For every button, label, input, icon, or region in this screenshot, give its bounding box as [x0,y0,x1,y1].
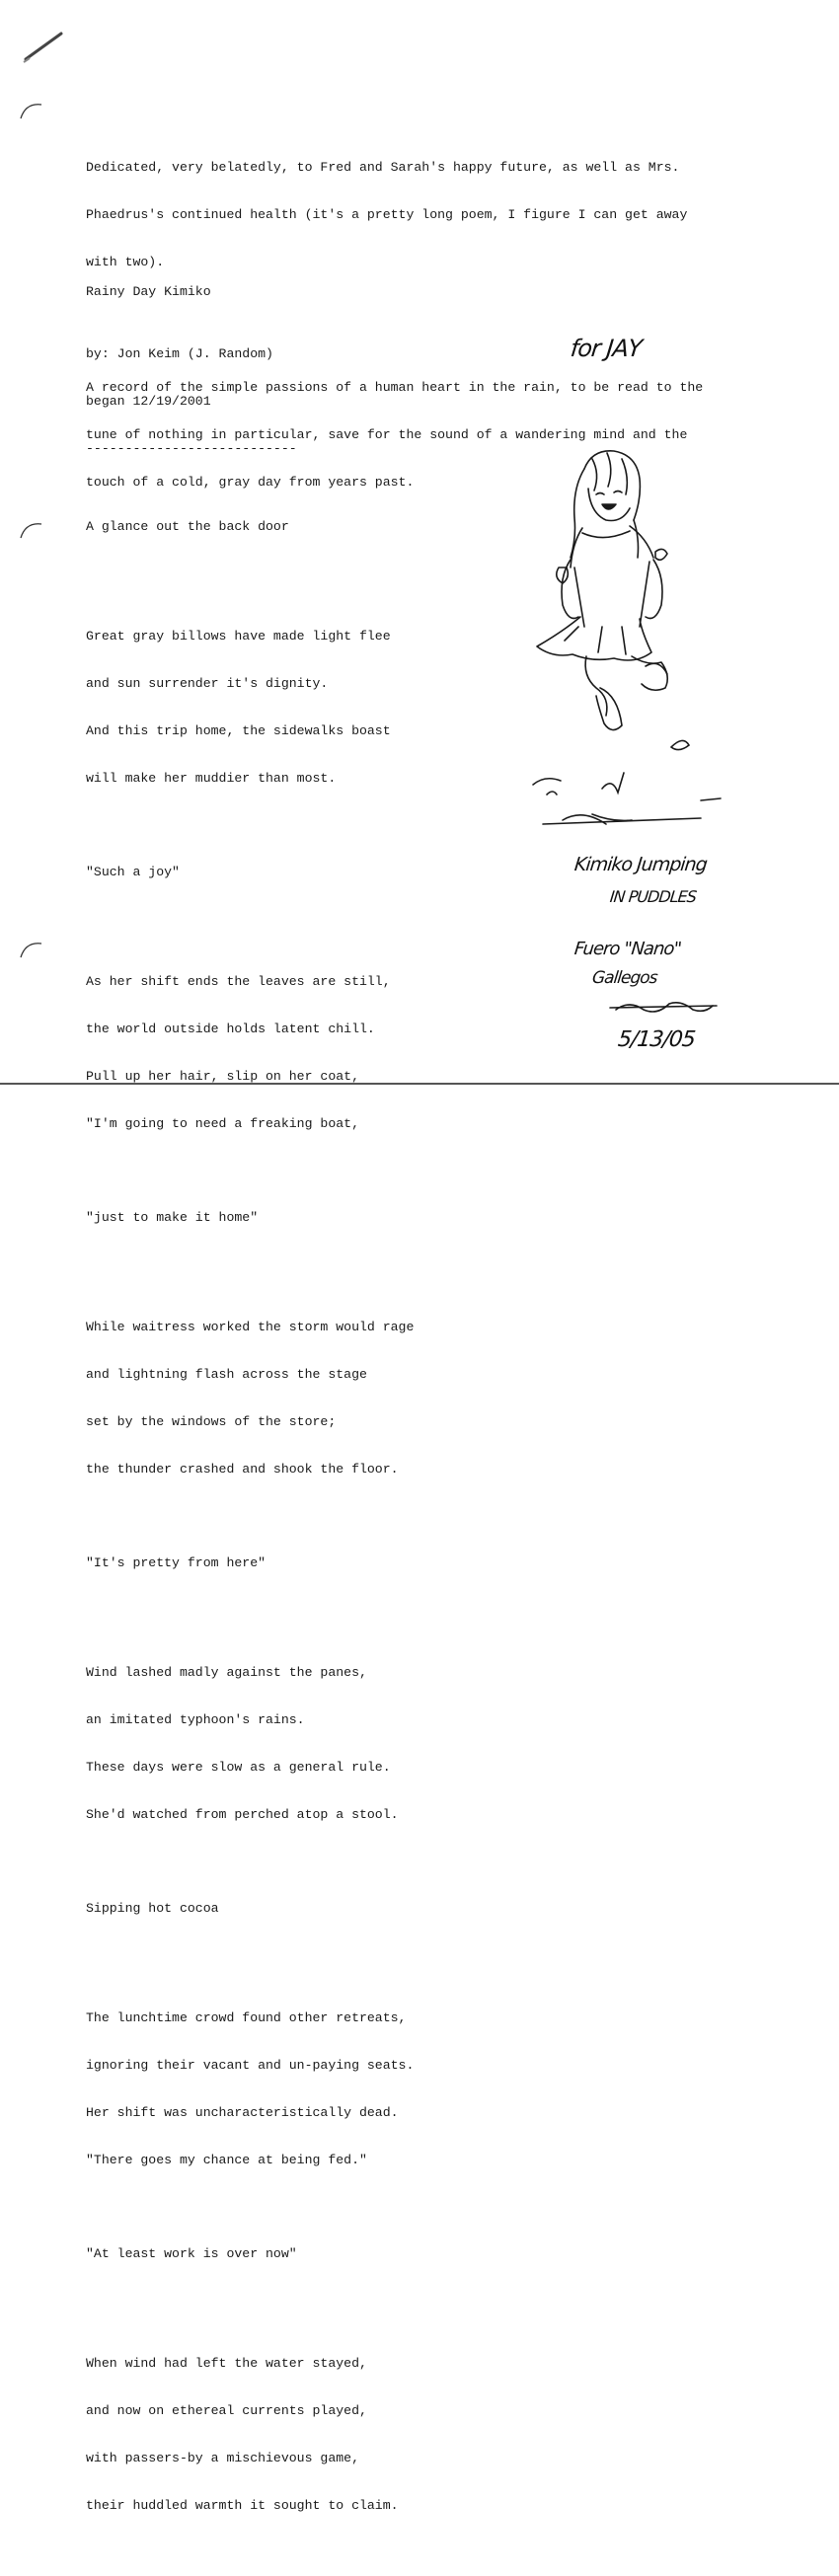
artist-name-handwriting-line-1: Fuero "Nano" [572,939,682,959]
text-line: tune of nothing in particular, save for the sound of a wandering mind and the [86,427,688,442]
stanza-2 [86,943,414,1164]
stanza-4 [86,1633,414,1855]
stanza-3 [86,1288,414,1509]
caption-handwriting-line-2: IN PUDDLES [609,887,697,906]
dedication-handwriting: for JAY [569,335,644,362]
stanza-1 [86,597,414,818]
poem-section [86,253,414,2576]
text-line: Dedicated, very belatedly, to Fred and Sarah's happy future, as well as Mrs. [86,160,680,175]
verse-line: "I'm going to need a freaking boat, [86,1116,359,1131]
text-line: with two). [86,255,165,269]
refrain-3: "It's pretty from here" [86,1555,267,1570]
verse-line: and sun surrender it's dignity. [86,676,329,691]
verse-line: Pull up her hair, slip on her coat, [86,1069,359,1084]
poem-opening-line: A glance out the back door [86,519,289,534]
poem-divider: --------------------------- [86,441,297,456]
verse-line: When wind had left the water stayed, [86,2356,367,2371]
artist-name-handwriting-line-2: Gallegos [590,968,658,988]
verse-line: As her shift ends the leaves are still, [86,974,391,989]
caption-handwriting-line-1: Kimiko Jumping [572,854,708,875]
poem-byline: by: Jon Keim (J. Random) [86,346,273,361]
verse-line: ignoring their vacant and un-paying seats. [86,2058,415,2073]
stanza-6 [86,2324,414,2545]
stanza-5 [86,1979,414,2200]
verse-line: the world outside holds latent chill. [86,1022,375,1036]
verse-line: Great gray billows have made light flee [86,629,391,644]
refrain-5: "At least work is over now" [86,2246,297,2261]
verse-line: set by the windows of the store; [86,1414,337,1429]
verse-line: an imitated typhoon's rains. [86,1712,305,1727]
refrain-4: Sipping hot cocoa [86,1901,219,1916]
verse-line: and now on ethereal currents played, [86,2403,367,2418]
punch-hole-mark [18,99,43,124]
kimiko-jumping-sketch-icon [523,429,691,735]
verse-line: and lightning flash across the stage [86,1367,367,1382]
verse-line: will make her muddier than most. [86,771,337,786]
poem-title: Rainy Day Kimiko [86,284,211,299]
refrain-2: "just to make it home" [86,1210,259,1225]
verse-line: These days were slow as a general rule. [86,1760,391,1775]
puddle-splash-icon [523,725,740,844]
text-line: A record of the simple passions of a human heart in the rain, to be read to the [86,380,704,395]
verse-line: the thunder crashed and shook the floor. [86,1462,399,1477]
refrain-1: "Such a joy" [86,865,180,879]
verse-line: Wind lashed madly against the panes, [86,1665,367,1680]
verse-line: The lunchtime crowd found other retreats, [86,2010,407,2025]
verse-line: And this trip home, the sidewalks boast [86,723,391,738]
text-line: Phaedrus's continued health (it's a pretty long poem, I figure I can get away [86,207,688,222]
punch-hole-mark [18,518,43,544]
crossed-out-scribble-icon [610,996,719,1020]
pencil-mark [18,28,67,67]
sketch-area [523,321,819,1071]
verse-line: "There goes my chance at being fed." [86,2153,367,2167]
verse-line: She'd watched from perched atop a stool. [86,1807,399,1822]
text-line: touch of a cold, gray day from years past. [86,475,415,490]
verse-line: While waitress worked the storm would rage [86,1320,415,1334]
verse-line: Her shift was uncharacteristically dead. [86,2105,399,2120]
verse-line: with passers-by a mischievous game, [86,2451,359,2465]
verse-line: their huddled warmth it sought to claim. [86,2498,399,2513]
punch-hole-mark [18,938,43,963]
date-handwriting: 5/13/05 [616,1027,697,1052]
poem-began-date: began 12/19/2001 [86,394,211,409]
